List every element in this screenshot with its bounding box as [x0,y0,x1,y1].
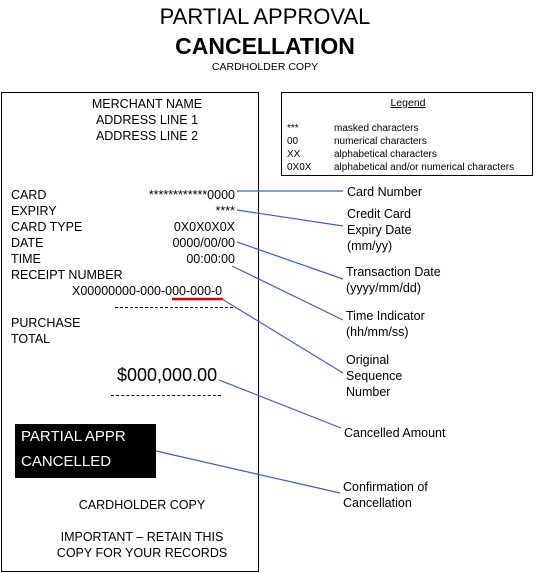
time-value: 00:00:00 [186,252,235,266]
date-label: DATE [11,236,44,250]
card-value: ************0000 [148,188,235,202]
status-line-2: CANCELLED [21,453,112,470]
legend-desc-alphabetical: alphabetical characters [334,149,437,160]
callout-sequence [222,299,343,373]
annotation-cancelled-amount: Cancelled Amount [344,426,446,440]
legend-desc-masked: masked characters [334,123,419,134]
cancelled-amount: $000,000.00 [117,365,218,385]
legend-symbol-masked: *** [287,123,299,134]
annotation-sequence-number: Original Sequence Number [346,353,403,399]
receipt-number-prefix: X00000000-000- [72,284,166,298]
callout-amount [219,380,341,428]
card-label: CARD [11,188,47,202]
expiry-label: EXPIRY [11,204,57,218]
legend-desc-numerical: numerical characters [334,136,427,147]
callout-time [232,266,343,320]
card-type-value: 0X0X0X0X [173,220,235,234]
date-value: 0000/00/00 [172,236,235,250]
total-label: TOTAL [11,332,51,346]
footer-note-line-2: COPY FOR YOUR RECORDS [56,546,228,560]
legend-symbol-alphabetical: XX [287,149,301,160]
address-line-2: ADDRESS LINE 2 [95,129,199,143]
legend-title: Legend [390,97,426,109]
legend-desc-alphanumeric: alphabetical and/or numerical characters [334,162,515,173]
card-type-label: CARD TYPE [11,220,83,234]
receipt-number-suffix: -0 [211,284,223,298]
document-title: PARTIAL APPROVAL [159,4,371,29]
footer-note-line-1: IMPORTANT – RETAIN THIS [60,530,224,544]
expiry-value: **** [215,204,235,218]
merchant-name: MERCHANT NAME [91,97,203,111]
purchase-label: PURCHASE [11,316,81,330]
annotation-expiry-date: Credit Card Expiry Date (mm/yy) [347,207,412,253]
annotation-card-number: Card Number [347,185,423,199]
document-subtitle-cancellation: CANCELLATION [175,33,355,59]
annotation-transaction-date: Transaction Date (yyyy/mm/dd) [346,265,441,295]
legend-symbol-alphanumeric: 0X0X [287,162,312,173]
time-label: TIME [11,252,41,266]
footer-copy-label: CARDHOLDER COPY [78,498,206,512]
status-line-1: PARTIAL APPR [21,428,126,445]
callout-expiry [237,210,343,226]
annotation-time-indicator: Time Indicator (hh/mm/ss) [346,309,425,339]
receipt-number-label: RECEIPT NUMBER [11,268,123,282]
annotation-confirmation: Confirmation of Cancellation [343,480,428,510]
copy-type-label: CARDHOLDER COPY [211,61,319,73]
receipt-number-sequence: 000-000 [165,284,212,298]
callout-confirmation [156,451,340,493]
callout-date [237,242,343,279]
address-line-1: ADDRESS LINE 1 [95,113,199,127]
legend-symbol-numerical: 00 [287,136,299,147]
